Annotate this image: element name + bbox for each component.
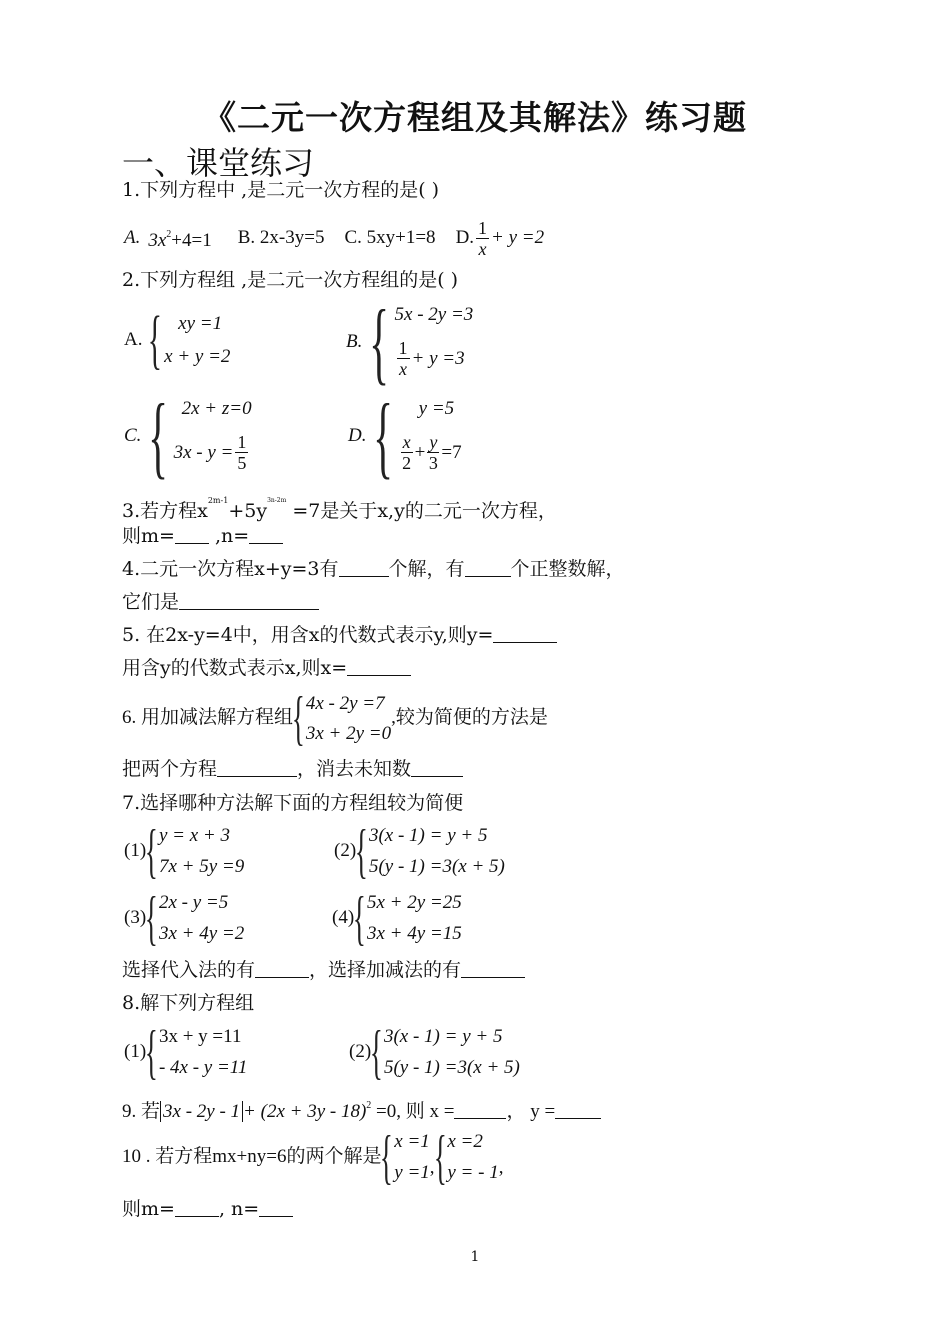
answer-blank[interactable] <box>217 758 297 777</box>
equation-row: 3x - y = $\frac{1}{5}$ <box>173 431 247 473</box>
question-4-line-1: 4.二元一次方程x+y=3有 个解，有 个正整数解， <box>122 558 625 580</box>
equation-row: 2x - y =5 <box>158 892 229 913</box>
system-label: (2) <box>334 840 357 861</box>
system-label: (4) <box>332 907 355 928</box>
equation-row: 3(x - 1) = y + 5 <box>383 1026 503 1047</box>
equation-row: $\frac{1}{x}$ + y =3 <box>398 337 465 379</box>
brace-icon: { <box>373 384 394 487</box>
equation-system <box>148 303 231 376</box>
system-label: (1) <box>124 840 147 861</box>
equation-system <box>381 1126 429 1188</box>
option-a-label: A. <box>124 227 141 248</box>
option-label: D. <box>348 424 367 446</box>
question-1-options <box>124 217 545 259</box>
equation-system <box>145 384 252 487</box>
system-label: (3) <box>124 907 147 928</box>
question-6-line-2: 把两个方程 ，消去未知数 <box>122 757 463 781</box>
option-c: C. 5xy+1=8 <box>344 227 436 248</box>
equation-row: 3x + 2y =0 <box>305 722 392 744</box>
question-5-line-1: 5. 在2x-y=4中，用含x的代数式表示y,则y= <box>122 623 557 647</box>
option-label: C. <box>124 424 142 446</box>
option-label: B. <box>346 330 363 352</box>
equation-row: x + y =2 <box>164 346 231 367</box>
equation-system <box>146 820 244 882</box>
option-d-rest: + y =2 <box>491 227 545 248</box>
brace-icon: { <box>148 303 163 376</box>
answer-blank[interactable] <box>175 1198 219 1217</box>
system-label: (1) <box>124 1041 147 1062</box>
question-7-answer-line: 选择代入法的有 ，选择加减法的有 <box>122 958 525 982</box>
equation-row: 5x - 2y =3 <box>394 304 474 325</box>
equation-row: - 4x - y =11 <box>158 1057 248 1078</box>
equation-row: x =1 <box>394 1131 430 1152</box>
question-3-line-1: 3.若方程$x^{2m-1}+5y^{3n-2m} =7$是关于x,y的二元一次方程， <box>122 496 557 522</box>
equation-system <box>370 384 462 487</box>
equation-row: 5(y - 1) =3(x + 5) <box>368 856 505 877</box>
equation-row: 5(y - 1) =3(x + 5) <box>383 1057 520 1078</box>
equation-row: y = - 1 <box>447 1162 499 1183</box>
option-a-expr: $3x^2+4=1$ <box>148 229 212 251</box>
question-7-system-4 <box>332 887 462 949</box>
option-d-fraction: $\frac{1}{x}$ <box>478 217 488 259</box>
brace-icon: { <box>355 818 369 884</box>
question-9: 9. 若 $3x - 2y - 1 + (2x + 3y - 18)^2 =0$, 则 x = ， y = <box>122 1094 601 1124</box>
section-heading: 一、课堂练习 <box>122 144 315 182</box>
option-label: A. <box>124 329 143 350</box>
brace-icon: { <box>369 290 390 393</box>
question-2-option-d <box>348 384 462 487</box>
answer-blank[interactable] <box>259 1198 293 1217</box>
page-number: 1 <box>470 1249 480 1265</box>
question-3-line-2: 则m= ,n= <box>122 524 283 548</box>
equation-row: y = x + 3 <box>158 825 230 846</box>
answer-blank[interactable] <box>249 525 283 544</box>
brace-icon: { <box>145 885 159 951</box>
equation-row: 3x + 4y =2 <box>158 923 245 944</box>
equation-row: 5x + 2y =25 <box>366 892 462 913</box>
question-7-system-1 <box>124 820 244 882</box>
question-10: 10 . 若方程mx+ny=6的两个解是 { x =1 y =1 , { x =2 y = - 1 , <box>122 1124 504 1190</box>
equation-system <box>146 887 244 949</box>
system-label: (2) <box>349 1041 372 1062</box>
equation-system <box>356 820 505 882</box>
answer-blank[interactable] <box>454 1100 506 1119</box>
question-8-system-2 <box>349 1021 520 1083</box>
question-5-line-2: 用含y的代数式表示x,则x= <box>122 656 411 680</box>
option-b: B. 2x-3y=5 <box>237 227 325 248</box>
equation-row: 2x + z=0 <box>181 398 252 419</box>
equation-row: 4x - 2y =7 <box>305 692 385 714</box>
equation-row: y =1 <box>394 1162 430 1183</box>
question-7-system-3 <box>124 887 244 949</box>
equation-system <box>366 290 474 393</box>
question-2-option-c <box>124 384 252 487</box>
equation-system <box>371 1021 520 1083</box>
answer-blank[interactable] <box>411 758 463 777</box>
question-8-system-1 <box>124 1021 247 1083</box>
brace-icon: { <box>433 1124 447 1190</box>
page-title: 《二元一次方程组及其解法》练习题 <box>203 98 747 137</box>
question-1-stem: 1.下列方程中 ,是二元一次方程的是( ) <box>122 179 440 201</box>
equation-row: $\frac{x}{2}$ + $\frac{y}{3}$ =7 <box>402 431 462 473</box>
question-4-line-2: 它们是 <box>122 590 319 614</box>
equation-system <box>354 887 462 949</box>
question-8-stem: 8.解下列方程组 <box>122 992 255 1014</box>
equation-system <box>435 1126 499 1188</box>
equation-row: 3(x - 1) = y + 5 <box>368 825 488 846</box>
question-2-option-a <box>124 303 231 376</box>
question-6-line-1: 6. 用加减法解方程组 { 4x - 2y =7 3x + 2y =0 ,较为简便的方法是 <box>122 685 548 751</box>
question-7-system-2 <box>334 820 505 882</box>
brace-icon: { <box>353 885 367 951</box>
option-d-label: D. <box>455 227 475 248</box>
brace-icon: { <box>145 1019 159 1085</box>
equation-row: y =5 <box>418 398 455 419</box>
absolute-value: 3x - 2y - 1 <box>160 1101 243 1122</box>
equation-row: 7x + 5y =9 <box>158 856 245 877</box>
equation-system <box>146 1021 247 1083</box>
answer-blank[interactable] <box>179 591 319 610</box>
question-7-stem: 7.选择哪种方法解下面的方程组较为简便 <box>122 792 464 814</box>
equation-row: xy =1 <box>178 313 223 334</box>
brace-icon: { <box>145 818 159 884</box>
question-2-option-b <box>346 290 474 393</box>
question-2-stem: 2.下列方程组 ,是二元一次方程组的是( ) <box>122 269 459 291</box>
equation-row: x =2 <box>447 1131 483 1152</box>
answer-blank[interactable] <box>255 959 309 978</box>
answer-blank[interactable] <box>347 657 411 676</box>
equation-row: 3x + 4y =15 <box>366 923 462 944</box>
answer-blank[interactable] <box>493 624 557 643</box>
answer-blank[interactable] <box>175 525 209 544</box>
answer-blank[interactable] <box>461 959 525 978</box>
answer-blank[interactable] <box>465 558 511 577</box>
answer-blank[interactable] <box>339 558 389 577</box>
answer-blank[interactable] <box>555 1100 601 1119</box>
equation-system <box>291 685 392 751</box>
brace-icon: { <box>380 1124 394 1190</box>
brace-icon: { <box>148 384 169 487</box>
brace-icon: { <box>370 1019 384 1085</box>
equation-row: 3x + y =11 <box>158 1026 242 1047</box>
question-10-line-2: 则m= , n= <box>122 1197 293 1221</box>
brace-icon: { <box>291 685 305 751</box>
